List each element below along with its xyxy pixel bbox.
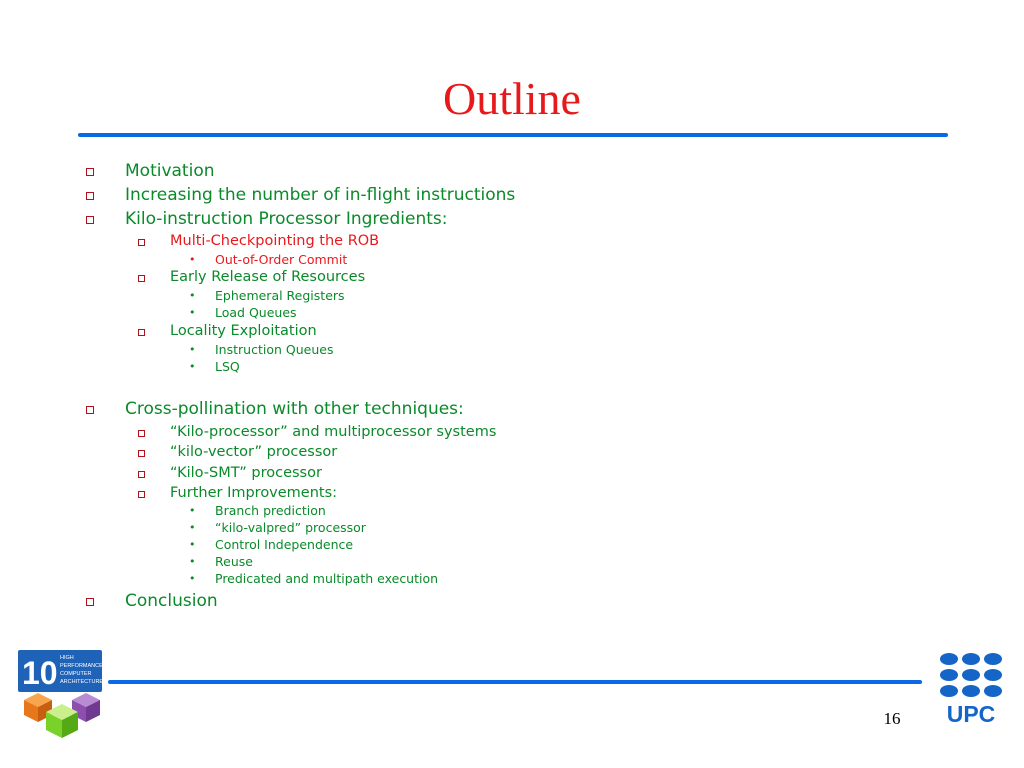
square-bullet-icon (138, 275, 145, 282)
outline-item-level-2 (170, 464, 322, 483)
square-bullet-icon (138, 491, 145, 498)
outline-item-text: “Kilo-processor” and multiprocessor systems (170, 424, 497, 440)
outline-item-text: “kilo-valpred” processor (215, 520, 366, 535)
outline-item-text: Predicated and multipath execution (215, 571, 439, 586)
svg-text:PERFORMANCE: PERFORMANCE (60, 663, 103, 669)
square-bullet-icon (86, 168, 94, 176)
outline-item-level-3 (189, 305, 297, 321)
square-bullet-icon (86, 192, 94, 200)
outline-item-level-2 (170, 268, 365, 287)
outline-item-text: Cross-pollination with other techniques: (125, 399, 464, 419)
outline-item-level-1 (125, 590, 218, 612)
dot-bullet-icon: • (189, 306, 196, 319)
outline-item-text: Multi-Checkpointing the ROB (170, 233, 380, 249)
upc-logo (938, 650, 1004, 726)
square-bullet-icon (138, 329, 145, 336)
hpca-logo-number: 10 (22, 655, 58, 691)
outline-item-level-1 (125, 208, 447, 230)
dot-bullet-icon: • (189, 521, 196, 534)
outline-item-text: Instruction Queues (215, 342, 334, 357)
square-bullet-icon (138, 471, 145, 478)
outline-item-level-3 (189, 252, 348, 268)
outline-item-level-1 (125, 184, 515, 206)
svg-text:ARCHITECTURE: ARCHITECTURE (60, 679, 104, 685)
outline-item-text: Conclusion (125, 591, 218, 611)
dot-bullet-icon: • (189, 289, 196, 302)
slide-title: Outline (443, 73, 581, 124)
outline-item-level-3 (189, 571, 439, 587)
outline-item-text: Out-of-Order Commit (215, 252, 348, 267)
outline-item-level-2 (170, 232, 379, 251)
dot-bullet-icon: • (189, 572, 196, 585)
dot-bullet-icon: • (189, 538, 196, 551)
page-number: 16 (883, 709, 901, 728)
outline-item-level-2 (170, 322, 317, 341)
outline-item-text: Control Independence (215, 537, 354, 552)
outline-item-level-3 (189, 342, 334, 358)
square-bullet-icon (86, 216, 94, 224)
square-bullet-icon (138, 239, 145, 246)
square-bullet-icon (86, 598, 94, 606)
hpca-logo (16, 648, 108, 740)
svg-text:HIGH: HIGH (60, 655, 74, 661)
square-bullet-icon (86, 406, 94, 414)
outline-item-level-2 (170, 484, 337, 503)
svg-text:COMPUTER: COMPUTER (60, 671, 92, 677)
dot-bullet-icon: • (189, 343, 196, 356)
outline-item-text: Motivation (125, 161, 215, 181)
square-bullet-icon (138, 450, 145, 457)
upc-logo-text: UPC (946, 701, 996, 726)
square-bullet-icon (138, 430, 145, 437)
outline-item-text: Further Improvements: (170, 485, 338, 501)
outline-item-text: “Kilo-SMT” processor (170, 465, 322, 481)
outline-item-level-2 (170, 423, 496, 442)
outline-item-level-3 (189, 503, 326, 519)
outline-item-level-3 (189, 359, 240, 375)
outline-item-text: Branch prediction (215, 503, 326, 518)
outline-item-level-1 (125, 160, 215, 182)
dot-bullet-icon: • (189, 504, 196, 517)
outline-item-text: Kilo-instruction Processor Ingredients: (125, 209, 448, 229)
outline-item-text: “kilo-vector” processor (170, 444, 338, 460)
dot-bullet-icon: • (189, 360, 196, 373)
outline-item-text: Locality Exploitation (170, 323, 317, 339)
dot-bullet-icon: • (189, 253, 196, 266)
outline-item-level-3 (189, 537, 354, 553)
outline-item-text: Early Release of Resources (170, 269, 366, 285)
outline-item-text: Increasing the number of in-flight instructions (125, 185, 516, 205)
outline-item-level-1 (125, 398, 464, 420)
outline-item-level-2 (170, 443, 337, 462)
outline-item-level-3 (189, 554, 253, 570)
dot-bullet-icon: • (189, 555, 196, 568)
outline-item-text: LSQ (215, 359, 240, 374)
outline-item-level-3 (189, 288, 345, 304)
outline-item-text: Ephemeral Registers (215, 288, 345, 303)
outline-item-text: Load Queues (215, 305, 297, 320)
footer-rule (108, 680, 922, 684)
outline-item-text: Reuse (215, 554, 253, 569)
outline-item-level-3 (189, 520, 366, 536)
